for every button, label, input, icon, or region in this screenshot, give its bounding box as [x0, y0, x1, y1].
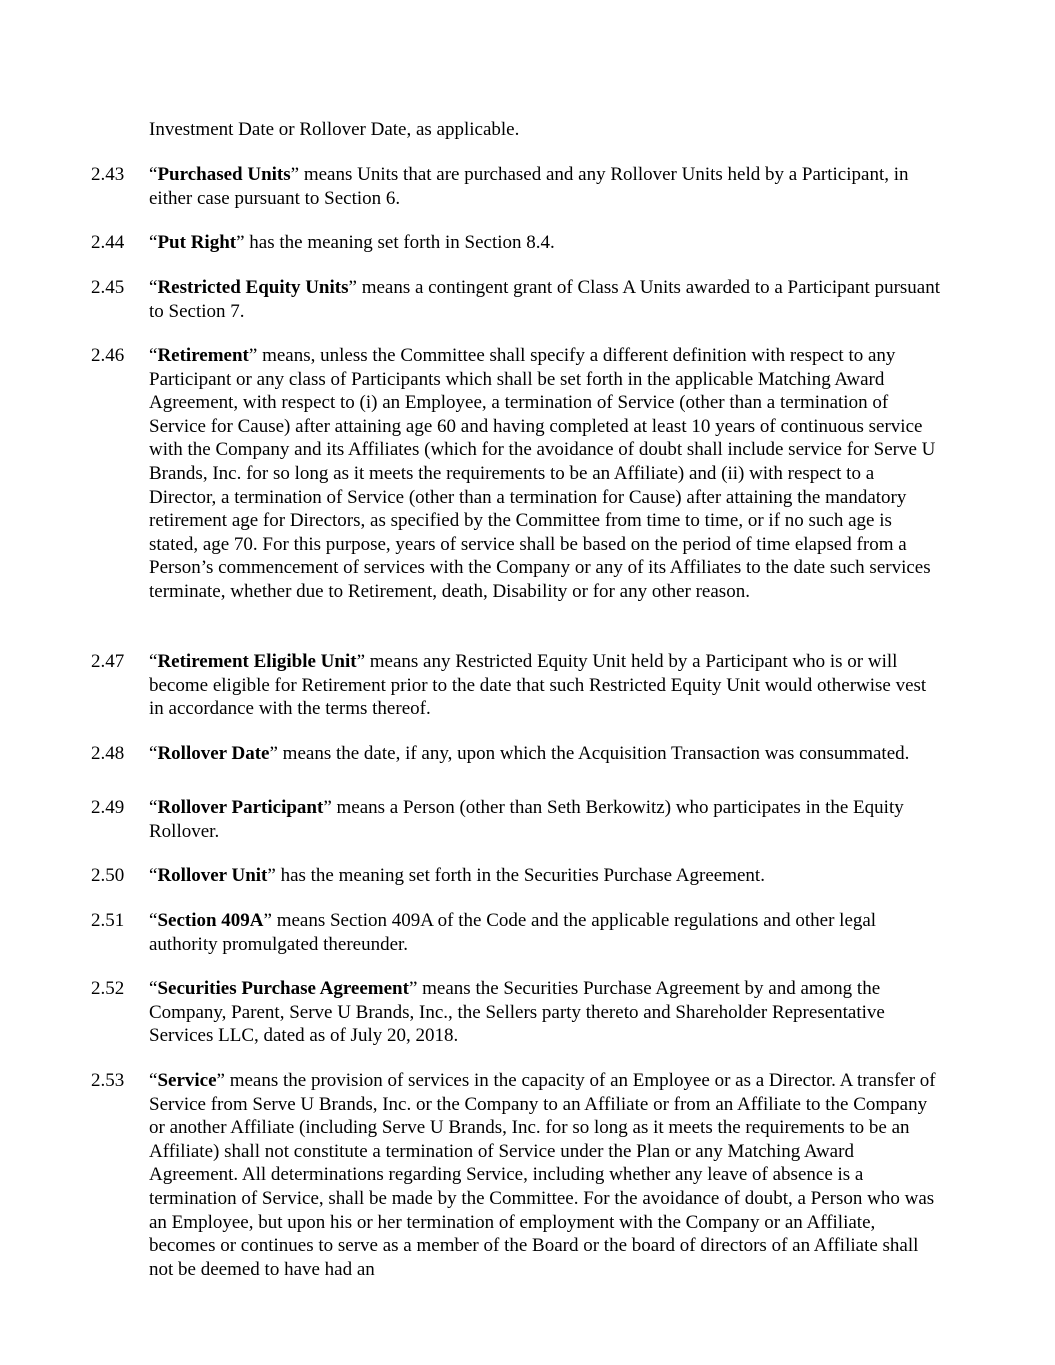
- section-number: 2.53: [91, 1070, 125, 1091]
- definition-2-45: [91, 276, 941, 323]
- definition-2-46: [91, 344, 941, 604]
- definition-2-44: [91, 231, 941, 255]
- defined-term: Retirement: [157, 345, 249, 366]
- definition-text: “Securities Purchase Agreement” means the Securities Purchase Agreement by and among the Company, Parent, Serve U Brands, Inc., the Sellers party thereto and Shareholder Representative Services LLC, dated as of July 20, 2018.: [149, 978, 885, 1047]
- defined-term: Service: [157, 1070, 217, 1091]
- definition-2-53: [91, 1069, 941, 1281]
- definition-2-47: [91, 650, 941, 721]
- defined-term: Section 409A: [157, 910, 264, 931]
- definition-text: “Put Right” has the meaning set forth in Section 8.4.: [149, 232, 555, 253]
- section-number: 2.48: [91, 743, 125, 764]
- section-number: 2.51: [91, 910, 125, 931]
- definition-text: “Service” means the provision of services in the capacity of an Employee or as a Director. A transfer of Service from Serve U Brands, Inc. or the Company to an Affiliate or from an Affiliate to the Company or another Affiliate (including Serve U Brands, Inc. for so long as it meets the requirements to be an Affiliate) shall not constitute a termination of Service under the Plan or any Matching Award Agreement. All determinations regarding Service, including whether any leave of absence is a termination of Service, shall be made by the Committee. For the avoidance of doubt, a Person who was an Employee, but upon his or her termination of employment with the Company or an Affiliate, becomes or continues to serve as a member of the Board or the board of directors of an Affiliate shall not be deemed to have had an: [149, 1070, 936, 1280]
- section-number: 2.50: [91, 865, 125, 886]
- section-number: 2.44: [91, 232, 125, 253]
- definition-text: “Section 409A” means Section 409A of the Code and the applicable regulations and other legal authority promulgated thereunder.: [149, 910, 877, 955]
- definition-2-49: [91, 796, 941, 843]
- definition-text: “Retirement” means, unless the Committee shall specify a different definition with respect to any Participant or any class of Participants which shall be set forth in the applicable Matching Award Agreement, with respect to (i) an Employee, a termination of Service (other than a termination of Service for Cause) after attaining age 60 and having completed at least 10 years of continuous service with the Company and its Affiliates (which for the avoidance of doubt shall include service for Serve U Brands, Inc. for so long as it meets the requirements to be an Affiliate) and (ii) with respect to a Director, a termination of Service (other than a termination for Cause) after attaining the mandatory retirement age for Directors, as specified by the Committee from time to time, or if no such age is stated, age 70. For this purpose, years of service shall be based on the period of time elapsed from a Person’s commencement of services with the Company or any of its Affiliates to the date such services terminate, whether due to Retirement, death, Disability or for any other reason.: [149, 345, 936, 602]
- defined-term: Restricted Equity Units: [157, 277, 349, 298]
- defined-term: Put Right: [157, 232, 237, 253]
- definition-2-43: [91, 163, 941, 210]
- defined-term: Retirement Eligible Unit: [157, 651, 357, 672]
- section-number: 2.46: [91, 345, 125, 366]
- defined-term: Rollover Date: [157, 743, 270, 764]
- defined-term: Rollover Unit: [157, 865, 268, 886]
- definition-text: “Purchased Units” means Units that are purchased and any Rollover Units held by a Participant, in either case pursuant to Section 6.: [149, 164, 909, 209]
- definition-2-48: [91, 742, 941, 766]
- definition-text: “Retirement Eligible Unit” means any Restricted Equity Unit held by a Participant who is or will become eligible for Retirement prior to the date that such Restricted Equity Unit would otherwise vest in accordance with the terms thereof.: [149, 651, 927, 720]
- defined-term: Rollover Participant: [157, 797, 324, 818]
- section-number: 2.47: [91, 651, 125, 672]
- definition-text: “Rollover Unit” has the meaning set forth in the Securities Purchase Agreement.: [149, 865, 765, 886]
- section-number: 2.49: [91, 797, 125, 818]
- definition-text: “Rollover Date” means the date, if any, upon which the Acquisition Transaction was consummated.: [149, 743, 910, 764]
- definition-2-51: [91, 909, 941, 956]
- definition-2-50: [91, 864, 941, 888]
- defined-term: Purchased Units: [157, 164, 291, 185]
- continued-text: Investment Date or Rollover Date, as applicable.: [149, 119, 520, 140]
- definition-text: “Rollover Participant” means a Person (other than Seth Berkowitz) who participates in the Equity Rollover.: [149, 797, 904, 842]
- section-number: 2.43: [91, 164, 125, 185]
- definition-2-52: [91, 977, 941, 1048]
- section-number: 2.52: [91, 978, 125, 999]
- section-number: 2.45: [91, 277, 125, 298]
- defined-term: Securities Purchase Agreement: [157, 978, 409, 999]
- definition-text: “Restricted Equity Units” means a contingent grant of Class A Units awarded to a Participant pursuant to Section 7.: [149, 277, 940, 322]
